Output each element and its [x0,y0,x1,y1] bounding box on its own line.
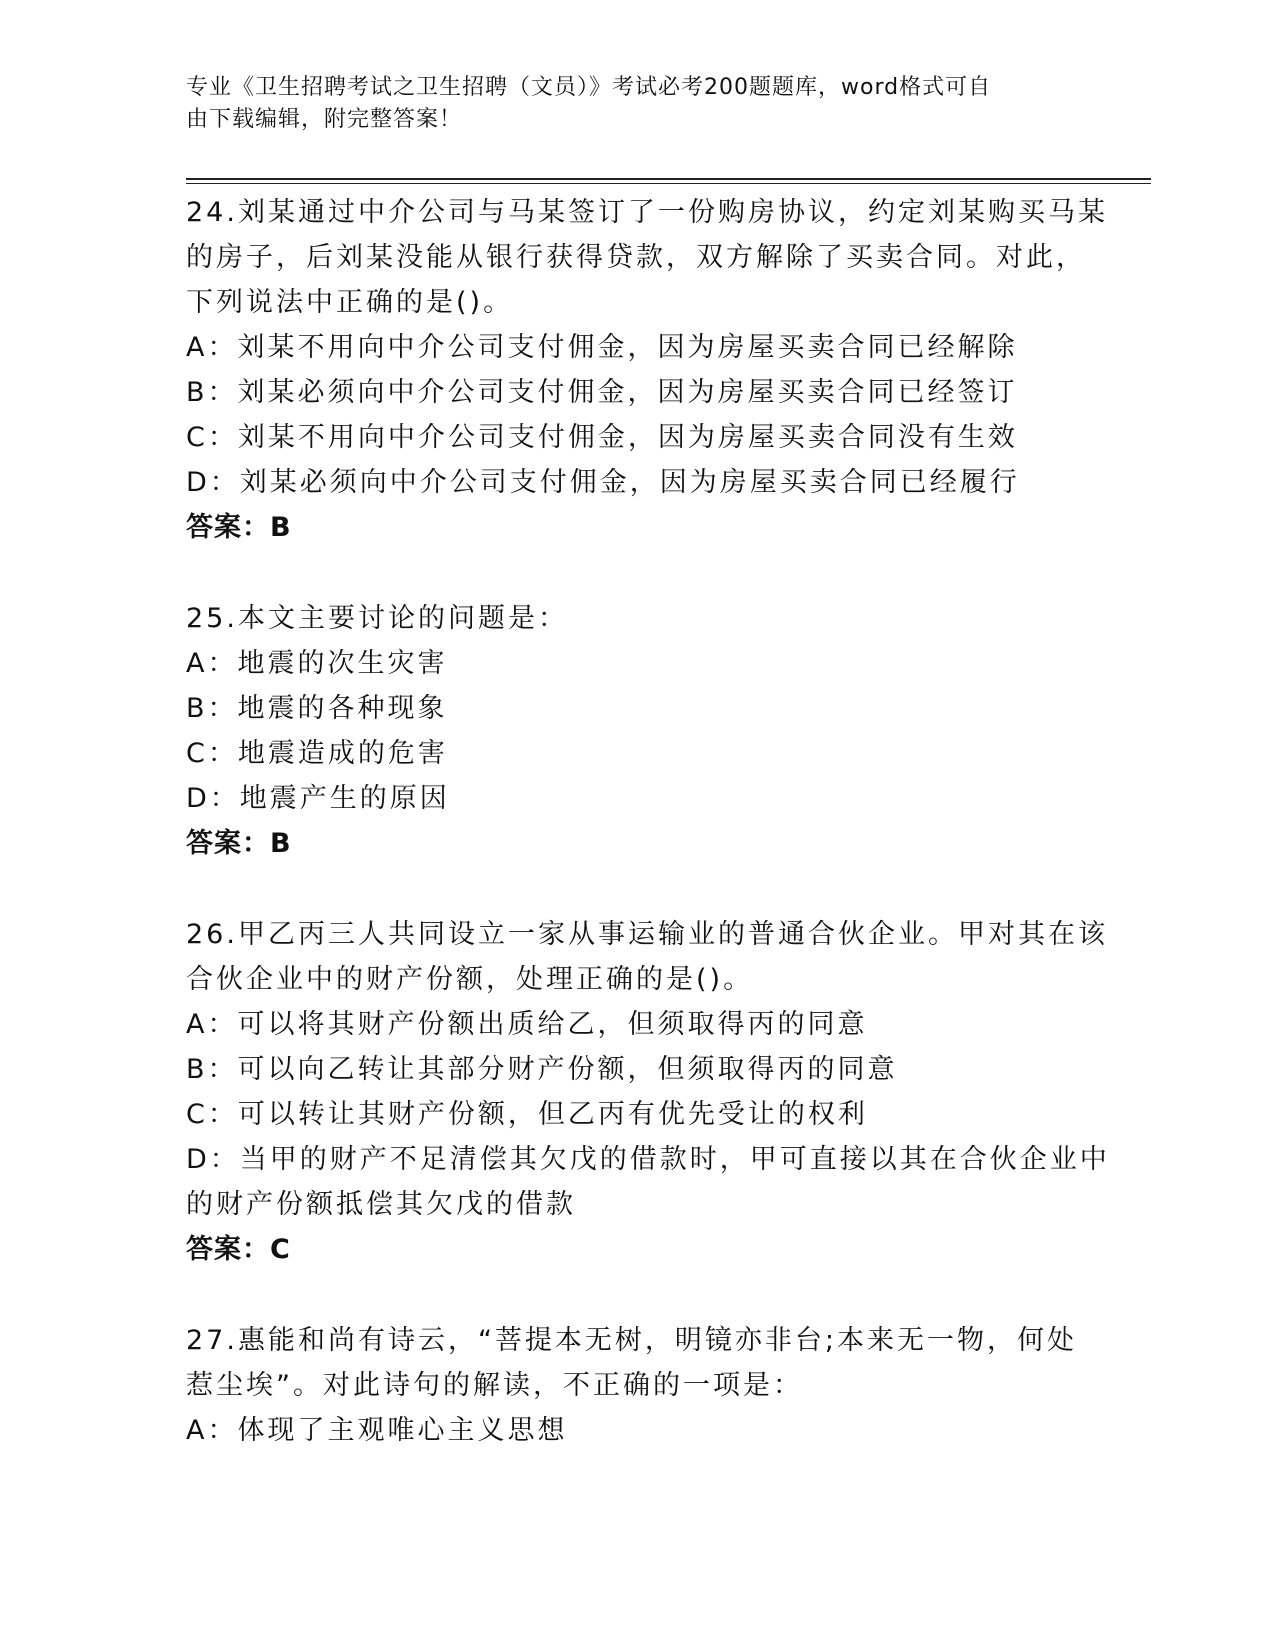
option-a: A：地震的次生灾害 [186,648,448,679]
question-24 [186,190,1108,550]
question-stem: 合伙企业中的财产份额，处理正确的是()。 [186,964,754,995]
question-stem: 的房子，后刘某没能从银行获得贷款，双方解除了买卖合同。对此， [186,242,1086,273]
option-c: C：刘某不用向中介公司支付佣金，因为房屋买卖合同没有生效 [186,422,1018,453]
question-stem: 24.刘某通过中介公司与马某签订了一份购房协议，约定刘某购买马某 [186,197,1108,228]
answer-label: 答案：C [186,1234,291,1265]
option-b: B：可以向乙转让其部分财产份额，但须取得丙的同意 [186,1054,898,1085]
header-line: 由下载编辑，附完整答案！ [186,107,463,132]
option-b: B：刘某必须向中介公司支付佣金，因为房屋买卖合同已经签订 [186,377,1018,408]
question-stem: 惹尘埃”。对此诗句的解读，不正确的一项是： [186,1370,803,1401]
question-25 [186,596,1066,866]
question-stem: 下列说法中正确的是()。 [186,287,514,318]
header-divider [186,183,1151,184]
question-list [186,190,1110,1453]
answer-label: 答案：B [186,512,292,543]
question-27 [186,1318,1078,1453]
question-stem: 26.甲乙丙三人共同设立一家从事运输业的普通合伙企业。甲对其在该 [186,919,1108,950]
question-stem: 27.惠能和尚有诗云，“菩提本无树，明镜亦非台;本来无一物，何处 [186,1325,1078,1356]
option-a: A：体现了主观唯心主义思想 [186,1415,568,1446]
option-a: A：可以将其财产份额出质给乙，但须取得丙的同意 [186,1009,868,1040]
question-26 [186,912,1110,1272]
document-header [186,72,1066,136]
option-d: D：地震产生的原因 [186,783,450,814]
option-b: B：地震的各种现象 [186,693,448,724]
question-stem: 25.本文主要讨论的问题是： [186,603,568,634]
option-a: A：刘某不用向中介公司支付佣金，因为房屋买卖合同已经解除 [186,332,1018,363]
header-divider [186,178,1151,180]
option-c: C：地震造成的危害 [186,738,448,769]
option-c: C：可以转让其财产份额，但乙丙有优先受让的权利 [186,1099,868,1130]
header-line: 专业《卫生招聘考试之卫生招聘（文员）》考试必考200题题库，word格式可自 [186,75,992,100]
option-d: D：当甲的财产不足清偿其欠戊的借款时，甲可直接以其在合伙企业中 [186,1144,1110,1175]
option-d: D：刘某必须向中介公司支付佣金，因为房屋买卖合同已经履行 [186,467,1020,498]
answer-label: 答案：B [186,828,292,859]
option-d-continued: 的财产份额抵偿其欠戊的借款 [186,1189,576,1220]
